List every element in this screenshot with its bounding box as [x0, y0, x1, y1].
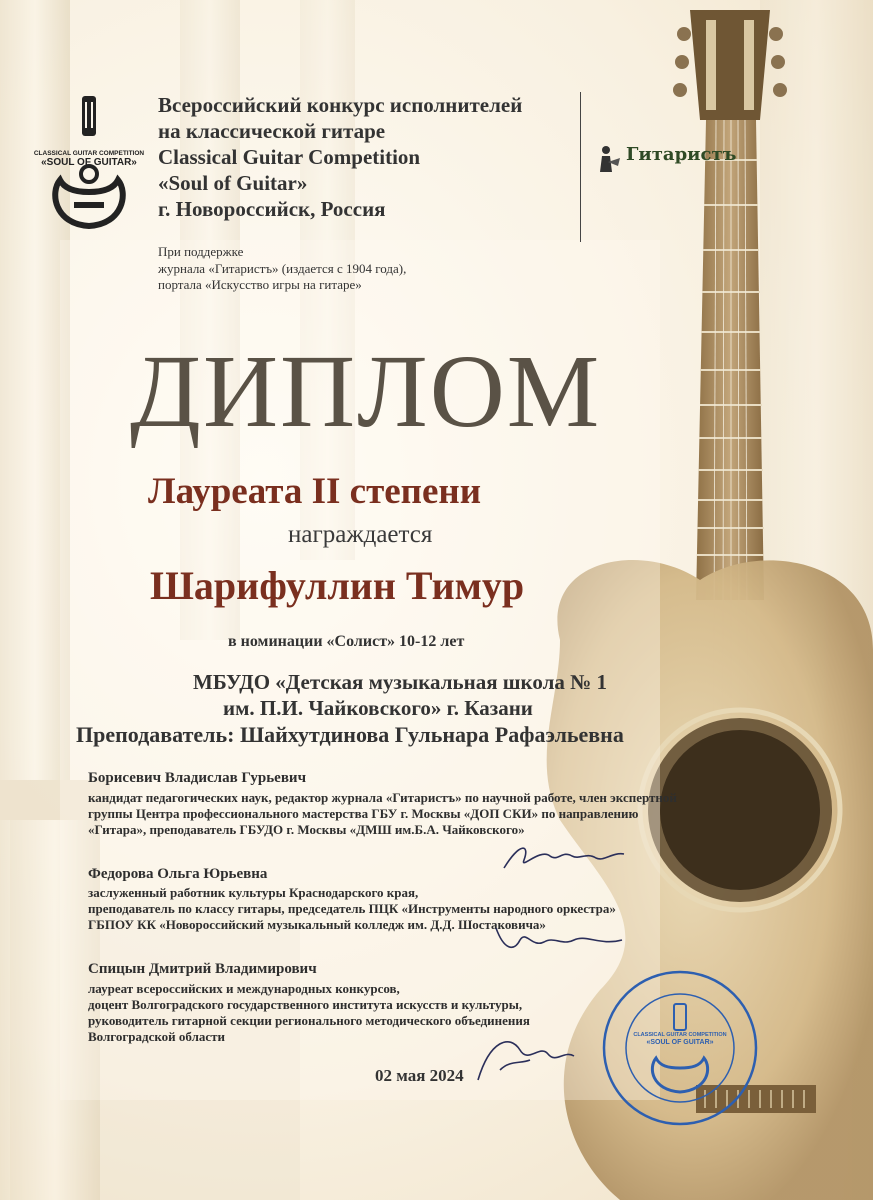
laureate-degree: Лауреата II степени [148, 471, 482, 512]
teacher-text: Преподаватель: Шайхутдинова Гульнара Рафаэльевна [76, 722, 624, 747]
jury-desc-line: «Гитара», преподаватель ГБУДО г. Москвы «ДМШ им.Б.А. Чайковского» [88, 822, 525, 837]
title-line: Classical Guitar Competition [158, 145, 421, 169]
signature-fedorova [490, 920, 630, 960]
jury-member-description [88, 981, 530, 1045]
title-line: на классической гитаре [158, 119, 386, 143]
header-divider [580, 92, 581, 242]
logo-caption-large: «SOUL OF GUITAR» [41, 157, 137, 168]
nomination-text: в номинации «Солист» 10-12 лет [228, 633, 465, 650]
title-line: г. Новороссийск, Россия [158, 197, 386, 221]
competition-title [158, 92, 522, 222]
jury-desc-line: заслуженный работник культуры Краснодарского края, [88, 885, 419, 900]
stamp-caption-small: CLASSICAL GUITAR COMPETITION [633, 1032, 727, 1038]
jury-desc-line: ГБПОУ КК «Новороссийский музыкальный колледж им. Д.Д. Шостаковича» [88, 917, 546, 932]
jury-desc-line: доцент Волгоградского государственного института искусств и культуры, [88, 997, 523, 1012]
jury-desc-line: преподаватель по классу гитары, председатель ПЦК «Инструменты народного оркестра» [88, 901, 616, 916]
support-line: портала «Искусство игры на гитаре» [158, 277, 362, 292]
jury-member-description [88, 790, 677, 838]
jury-member-name: Спицын Дмитрий Владимирович [88, 961, 317, 977]
competition-stamp-icon [600, 968, 760, 1128]
jury-member-name: Федорова Ольга Юрьевна [88, 866, 268, 882]
issue-date: 02 мая 2024 [375, 1066, 464, 1085]
logo-caption-small: CLASSICAL GUITAR COMPETITION [33, 150, 145, 157]
jury-member-name: Борисевич Владислав Гурьевич [88, 770, 307, 786]
school-line-2: им. П.И. Чайковского» г. Казани [223, 696, 533, 720]
jury-desc-line: Волгоградской области [88, 1029, 226, 1044]
diploma-title: ДИПЛОМ [130, 334, 602, 449]
jury-desc-line: кандидат педагогических наук, редактор журнала «Гитаристъ» по научной работе, член экспертной [88, 790, 677, 805]
school-line-1: МБУДО «Детская музыкальная школа № 1 [193, 670, 607, 694]
support-line: При поддержке [158, 244, 244, 259]
signature-spitsyn [470, 1030, 580, 1090]
signature-borisevich [500, 838, 630, 878]
title-line: Всероссийский конкурс исполнителей [158, 93, 523, 117]
winner-name: Шарифуллин Тимур [150, 563, 525, 608]
stamp-caption-large: «SOUL OF GUITAR» [646, 1039, 714, 1046]
jury-desc-line: лауреат всероссийских и международных конкурсов, [88, 981, 400, 996]
support-line: журнала «Гитаристъ» (издается с 1904 года), [158, 260, 407, 276]
title-line: «Soul of Guitar» [158, 171, 308, 195]
jury-desc-line: группы Центра профессионального мастерства ГБУ г. Москвы «ДОП СКИ» по направлению [88, 806, 639, 821]
jury-desc-line: руководитель гитарной секции регионального методического объединения [88, 1013, 530, 1028]
support-text [158, 244, 406, 294]
partner-logo-text: Гитаристъ [626, 144, 737, 165]
awarded-label: награждается [288, 521, 433, 548]
